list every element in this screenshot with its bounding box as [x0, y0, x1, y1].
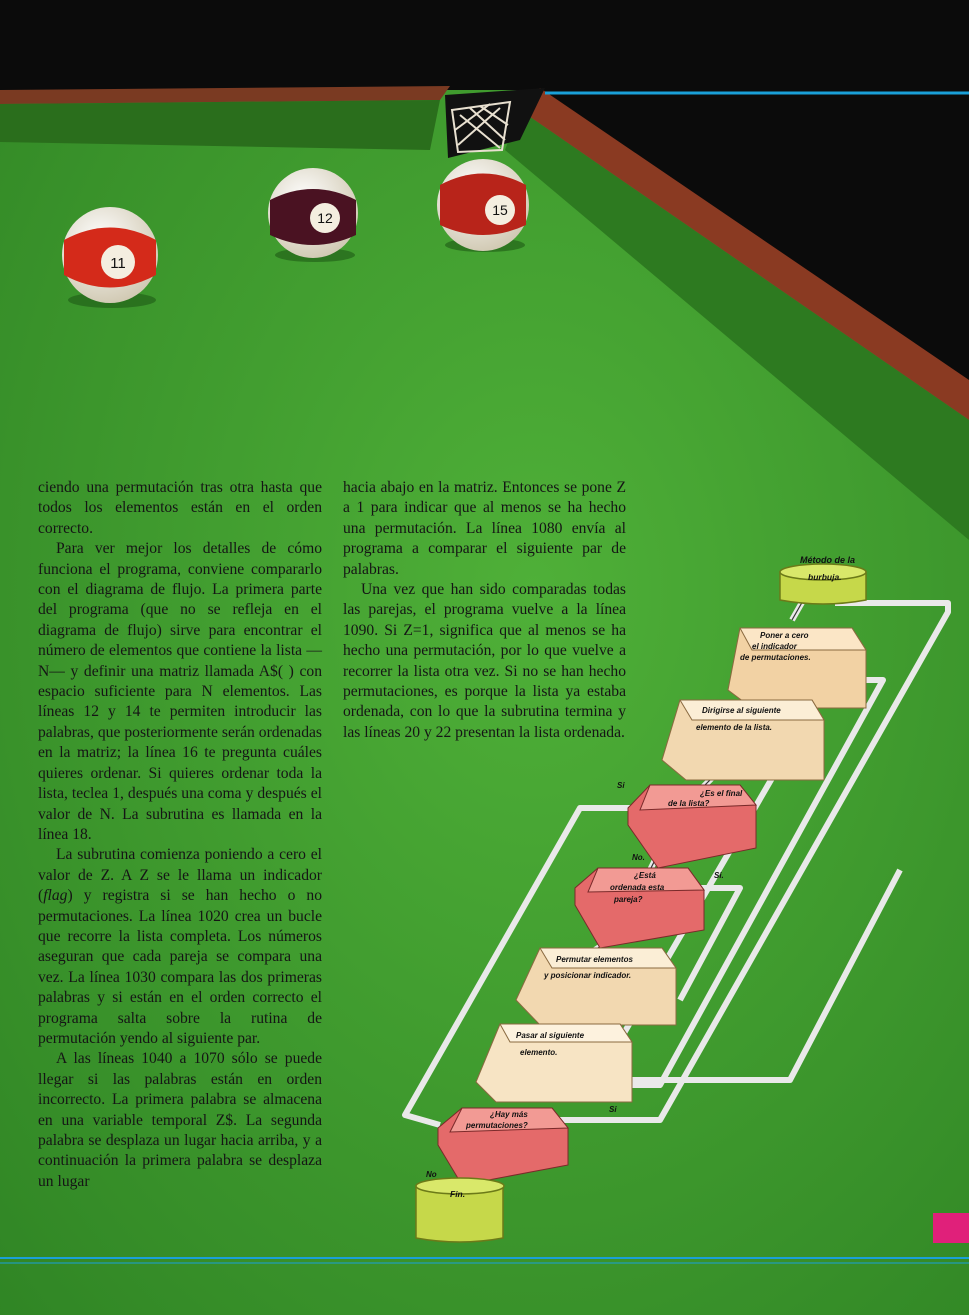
paragraph: Para ver mejor los detalles de cómo funciona el programa, conviene compararlo con el diagrama de flujo. La primera parte del programa (que no se refleja en el diagrama de flujo) sirve para encontrar el número de elementos que contiene la lista —N— y definir una matriz llamada A$( ) con espacio suficiente para N elementos. Las líneas 12 y 14 te permiten introducir las palabras, que posteriormente serán ordenadas en la matriz; la línea 16 te pregunta cuáles quieres ordenar. Si quieres ordenar toda la lista, teclea 1, después una coma y después el valor de N. La subrutina es llamada en la línea 18. — [38, 540, 322, 843]
svg-text:12: 12 — [317, 210, 333, 226]
svg-text:No.: No. — [632, 853, 645, 862]
page-tab — [933, 1213, 969, 1243]
svg-text:11: 11 — [110, 255, 126, 272]
svg-text:ordenada esta: ordenada esta — [610, 883, 665, 892]
flowchart-step-advance — [476, 1024, 632, 1102]
svg-text:burbuja.: burbuja. — [808, 572, 842, 582]
svg-text:Fin.: Fin. — [450, 1189, 466, 1199]
text-column-left — [38, 478, 322, 1192]
svg-text:Poner a cero: Poner a cero — [760, 631, 809, 640]
flowchart-end-box — [416, 1178, 504, 1242]
svg-text:Si.: Si. — [714, 871, 724, 880]
flowchart-step-next-element — [662, 700, 824, 780]
svg-text:elemento.: elemento. — [520, 1048, 558, 1057]
text-column-right — [343, 478, 626, 743]
svg-text:y posicionar indicador.: y posicionar indicador. — [544, 971, 632, 980]
svg-text:No: No — [426, 1170, 437, 1179]
svg-text:elemento de la lista.: elemento de la lista. — [696, 723, 773, 732]
svg-text:¿Hay más: ¿Hay más — [490, 1110, 528, 1119]
flowchart-step-reset-flag — [728, 628, 866, 708]
svg-text:15: 15 — [492, 202, 508, 218]
flowchart-title: Método de la — [800, 555, 856, 565]
paragraph: A las líneas 1040 a 1070 sólo se puede llegar si las palabras están en orden incorrecto. La primera palabra se almacena en una variable temporal Z$. La segunda palabra se desplaza un lugar hacia arriba, y a continuación la primera palabra se desplaza un lugar — [38, 1050, 322, 1190]
svg-text:Dirigirse al siguiente: Dirigirse al siguiente — [702, 706, 781, 715]
paragraph: Una vez que han sido comparadas todas las parejas, el programa vuelve a la línea 1090. Si Z=1, significa que al menos se ha hecho una permutación, por lo que vuelve a recorrer la lista otra vez. Si no se han hecho permutaciones, es porque la lista ya estaba ordenada, con lo que la subrutina termina y las líneas 20 y 22 presentan la lista ordenada. — [343, 581, 626, 741]
paragraph: hacia abajo en la matriz. Entonces se pone Z a 1 para indicar que al menos se ha hecho una permutación. La línea 1080 envía al programa a comparar el siguiente par de palabras. — [343, 479, 626, 578]
svg-text:Si: Si — [617, 781, 625, 790]
paragraph: La subrutina comienza poniendo a cero el valor de Z. A Z se le llama un indicador (flag) y registra si se han hecho o no permutaciones. La línea 1020 crea un bucle que recorre la lista completa. Los números aseguran que cada pareja se compara una vez. La línea 1030 compara las dos primeras palabras y si están en el orden correcto el programa salta sobre la rutina de permutación yendo al siguiente par. — [38, 846, 322, 1047]
flowchart-start-box — [780, 564, 866, 604]
paragraph: ciendo una permutación tras otra hasta que todos los elementos están en el orden correcto. — [38, 479, 322, 537]
svg-text:de la lista?: de la lista? — [668, 799, 710, 808]
svg-text:el indicador: el indicador — [752, 642, 797, 651]
svg-text:Permutar elementos: Permutar elementos — [556, 955, 633, 964]
svg-text:de permutaciones.: de permutaciones. — [740, 653, 811, 662]
svg-text:Pasar al siguiente: Pasar al siguiente — [516, 1031, 585, 1040]
svg-text:pareja?: pareja? — [614, 895, 643, 904]
svg-text:¿Es el final: ¿Es el final — [700, 789, 743, 798]
svg-text:permutaciones?: permutaciones? — [466, 1121, 528, 1130]
flowchart-step-swap — [516, 948, 676, 1025]
svg-text:¿Está: ¿Está — [634, 871, 656, 880]
svg-text:Si: Si — [609, 1105, 617, 1114]
